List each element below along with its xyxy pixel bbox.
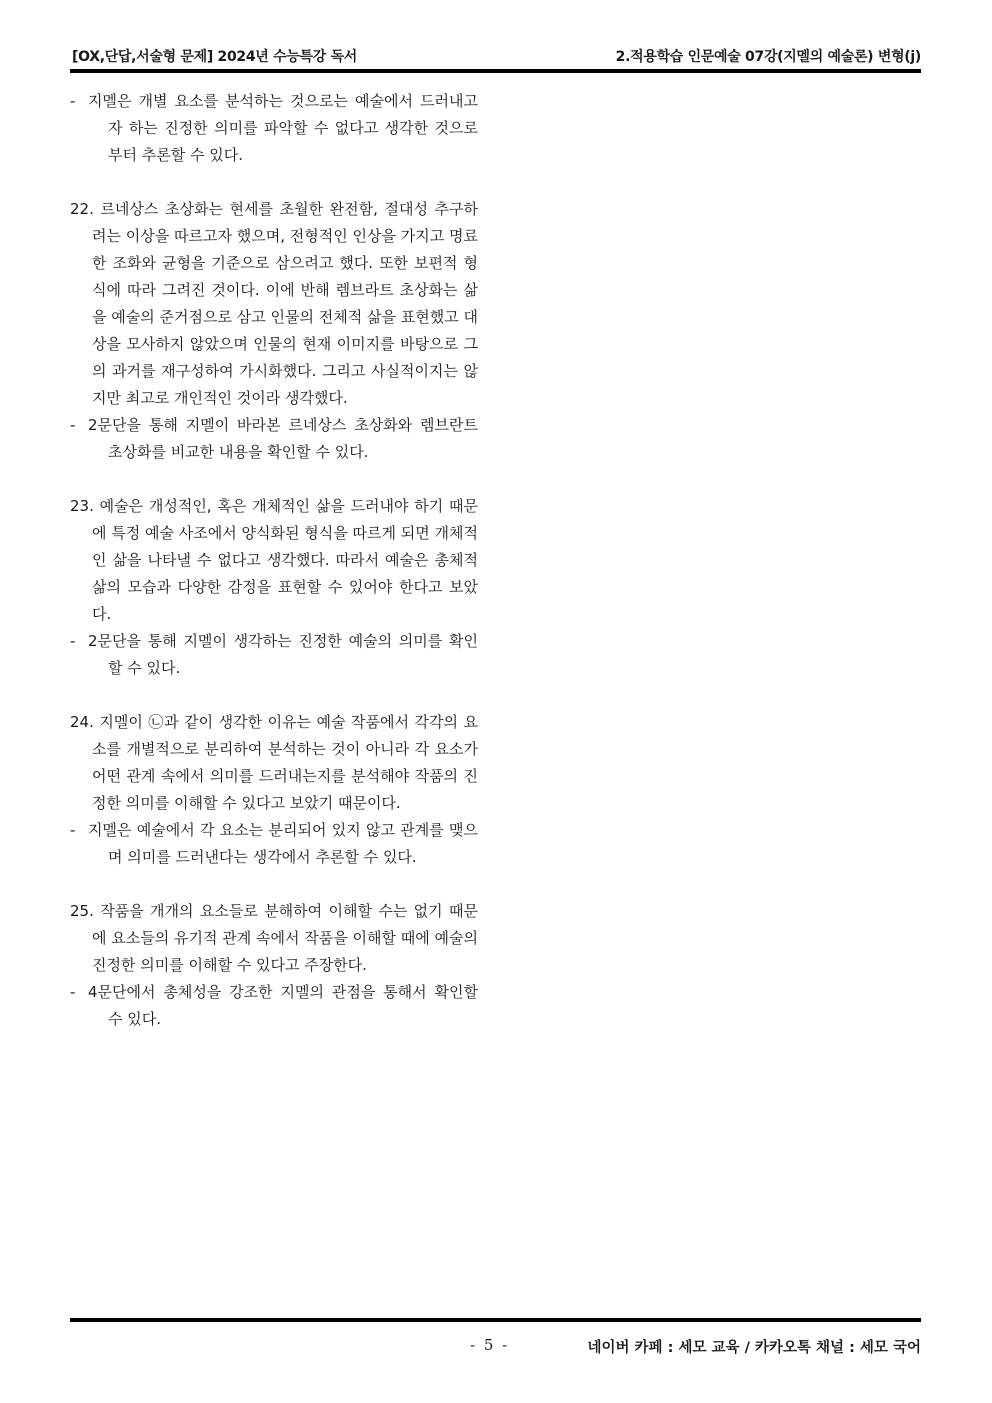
dash-marker: - [70,416,76,434]
answer-note [70,817,478,871]
answer-note [70,979,478,1033]
question-text: 23. 예술은 개성적인, 혹은 개체적인 삶을 드러내야 하기 때문에 특정 예술 사조에서 양식화된 형식을 따르게 되면 개체적인 삶을 나타낼 수 없다고 생각했다. 따라서 예술은 총체적 삶의 모습과 다양한 감정을 표현할 수 있어야 한다고 보았다. [70,497,478,623]
answer-note [70,628,478,682]
question-text: 24. 지멜이 ㉡과 같이 생각한 이유는 예술 작품에서 각각의 요소를 개별적으로 분리하여 분석하는 것이 아니라 각 요소가 어떤 관계 속에서 의미를 드러내는지를 분석해야 작품의 진정한 의미를 이해할 수 있다고 보았기 때문이다. [70,713,478,812]
item-22 [70,196,478,466]
answer-note [70,88,478,169]
answer-text: 지멜은 개별 요소를 분석하는 것으로는 예술에서 드러내고자 하는 진정한 의미를 파악할 수 없다고 생각한 것으로부터 추론할 수 있다. [88,92,478,164]
header-title: [OX,단답,서술형 문제] 2024년 수능특강 독서 [72,49,358,65]
item-25 [70,898,478,1033]
item-1 [70,88,478,169]
header-lesson: 2.적용학습 인문예술 07강(지멜의 예술론) 변형(j) [615,49,921,65]
dash-marker: - [70,632,76,650]
dash-marker: - [70,92,76,110]
page-footer [72,1336,921,1358]
item-23 [70,493,478,682]
content-column [70,88,478,1033]
footer-rule [70,1318,921,1322]
answer-text: 지멜은 예술에서 각 요소는 분리되어 있지 않고 관계를 맺으며 의미를 드러낸다는 생각에서 추론할 수 있다. [88,821,478,866]
answer-text: 2문단을 통해 지멜이 생각하는 진정한 예술의 의미를 확인할 수 있다. [88,632,478,677]
dash-marker: - [70,983,76,1001]
answer-text: 2문단을 통해 지멜이 바라본 르네상스 초상화와 렘브란트 초상화를 비교한 내용을 확인할 수 있다. [88,416,478,461]
header-rule [70,69,921,73]
page-header [72,44,921,66]
question-text: 22. 르네상스 초상화는 현세를 초월한 완전함, 절대성 추구하려는 이상을 따르고자 했으며, 전형적인 인상을 가지고 명료한 조화와 균형을 기준으로 삼으려고 했다. 또한 보편적 형식에 따라 그려진 것이다. 이에 반해 렘브라트 초상화는 삶을 예술의 준거점으로 삼고 인물의 전체적 삶을 표현했고 대상을 모사하지 않았으며 인물의 현재 이미지를 바탕으로 그의 과거를 재구성하여 가시화했다. 그리고 사실적이지는 않지만 최고로 개인적인 것이라 생각했다. [70,200,478,407]
answer-note [70,412,478,466]
item-24 [70,709,478,871]
answer-text: 4문단에서 총체성을 강조한 지멜의 관점을 통해서 확인할 수 있다. [88,983,478,1028]
footer-contact: 네이버 카페 : 세모 교육 / 카카오톡 채널 : 세모 국어 [587,1340,921,1356]
dash-marker: - [70,821,76,839]
question-text: 25. 작품을 개개의 요소들로 분해하여 이해할 수는 없기 때문에 요소들의 유기적 관계 속에서 작품을 이해할 때에 예술의 진정한 의미를 이해할 수 있다고 주장한다. [70,902,478,974]
page-number: - 5 - [470,1336,510,1354]
